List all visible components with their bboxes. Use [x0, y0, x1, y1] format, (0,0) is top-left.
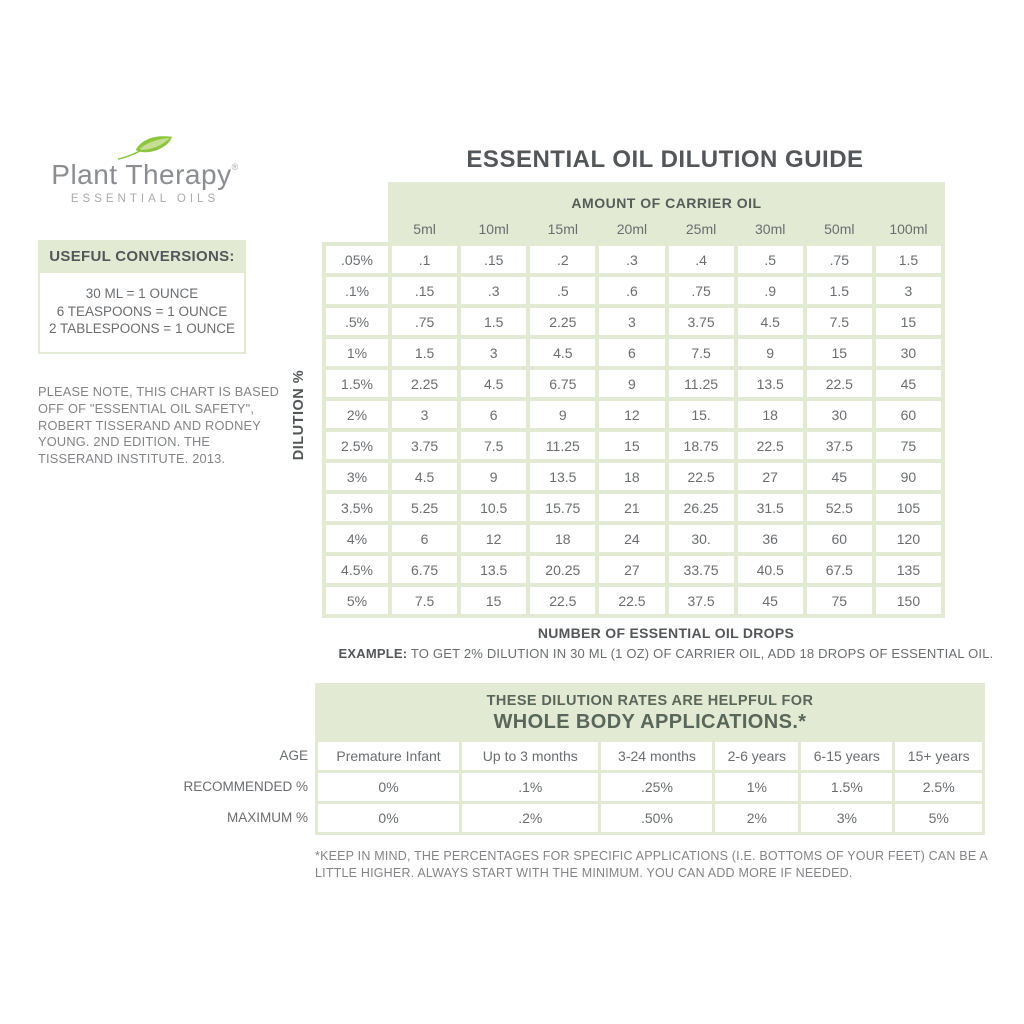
carrier-amount-header: 15ml	[530, 216, 595, 242]
dilution-drops-cell: 37.5	[669, 587, 734, 614]
dilution-drops-cell: 13.5	[530, 463, 595, 490]
dilution-drops-cell: 3	[599, 308, 664, 335]
dilution-drops-cell: 3	[392, 401, 457, 428]
plant-therapy-logo	[50, 134, 240, 205]
dilution-drops-cell: 11.25	[669, 370, 734, 397]
dilution-drops-cell: 4.5	[392, 463, 457, 490]
carrier-amount-header: 100ml	[876, 216, 941, 242]
dilution-drops-cell: 18	[738, 401, 803, 428]
maximum-percent-cell: .2%	[462, 804, 598, 832]
dilution-row-label: 1%	[326, 339, 388, 366]
dilution-drops-cell: 6.75	[392, 556, 457, 583]
dilution-drops-cell: 15	[461, 587, 526, 614]
dilution-row-label: .5%	[326, 308, 388, 335]
dilution-drops-cell: 12	[461, 525, 526, 552]
dilution-drops-cell: 15.75	[530, 494, 595, 521]
dilution-drops-cell: .6	[599, 277, 664, 304]
dilution-drops-cell: 3.75	[392, 432, 457, 459]
body-row-label: AGE	[279, 748, 308, 763]
carrier-amount-header: 5ml	[392, 216, 457, 242]
dilution-row-label: 1.5%	[326, 370, 388, 397]
dilution-drops-cell: .15	[461, 246, 526, 273]
recommended-percent-cell: .1%	[462, 773, 598, 801]
whole-body-table	[315, 683, 985, 835]
conversion-line: 6 TEASPOONS = 1 OUNCE	[56, 303, 228, 319]
dilution-row-label: .1%	[326, 277, 388, 304]
dilution-drops-cell: 30	[807, 401, 872, 428]
age-column-cell: 3-24 months	[601, 742, 712, 770]
dilution-drops-cell: 3.75	[669, 308, 734, 335]
dilution-drops-cell: 6.75	[530, 370, 595, 397]
dilution-drops-cell: 150	[876, 587, 941, 614]
dilution-drops-cell: 22.5	[669, 463, 734, 490]
dilution-drops-cell: 20.25	[530, 556, 595, 583]
conversions-title: USEFUL CONVERSIONS:	[38, 240, 246, 273]
dilution-drops-cell: .5	[738, 246, 803, 273]
dilution-drops-cell: 15	[876, 308, 941, 335]
dilution-drops-cell: 6	[392, 525, 457, 552]
dilution-row-label: 2.5%	[326, 432, 388, 459]
dilution-drops-cell: 120	[876, 525, 941, 552]
leaf-icon	[114, 134, 176, 162]
carrier-oil-group-header: AMOUNT OF CARRIER OIL	[392, 186, 941, 212]
carrier-amount-header: 10ml	[461, 216, 526, 242]
dilution-drops-cell: 22.5	[599, 587, 664, 614]
dilution-drops-cell: 5.25	[392, 494, 457, 521]
dilution-drops-cell: .4	[669, 246, 734, 273]
dilution-table	[322, 182, 945, 618]
brand-text: Plant Therapy	[51, 159, 232, 190]
dilution-drops-cell: 24	[599, 525, 664, 552]
maximum-percent-cell: 2%	[715, 804, 798, 832]
dilution-drops-cell: 33.75	[669, 556, 734, 583]
dilution-drops-cell: .9	[738, 277, 803, 304]
dilution-drops-cell: 1.5	[876, 246, 941, 273]
conversion-line: 2 TABLESPOONS = 1 OUNCE	[49, 321, 235, 336]
carrier-amount-header: 25ml	[669, 216, 734, 242]
dilution-row-label: 3.5%	[326, 494, 388, 521]
dilution-drops-cell: 60	[807, 525, 872, 552]
dilution-drops-cell: 1.5	[392, 339, 457, 366]
dilution-drops-cell: 9	[599, 370, 664, 397]
example-text: TO GET 2% DILUTION IN 30 ML (1 OZ) OF CARRIER OIL, ADD 18 DROPS OF ESSENTIAL OIL.	[410, 646, 994, 661]
dilution-drops-cell: 7.5	[669, 339, 734, 366]
dilution-drops-cell: 7.5	[461, 432, 526, 459]
dilution-drops-cell: 2.25	[530, 308, 595, 335]
dilution-drops-cell: 11.25	[530, 432, 595, 459]
dilution-drops-cell: 13.5	[461, 556, 526, 583]
dilution-drops-cell: 7.5	[392, 587, 457, 614]
table-corner-spacer	[322, 182, 388, 242]
registered-mark: ®	[231, 162, 239, 172]
dilution-drops-cell: 22.5	[530, 587, 595, 614]
dilution-drops-cell: 9	[461, 463, 526, 490]
dilution-drops-cell: 18	[599, 463, 664, 490]
dilution-drops-cell: 21	[599, 494, 664, 521]
dilution-drops-cell: 15	[599, 432, 664, 459]
whole-body-header-line2: WHOLE BODY APPLICATIONS.*	[493, 711, 807, 733]
age-column-cell: 2-6 years	[715, 742, 798, 770]
dilution-row-label: .05%	[326, 246, 388, 273]
recommended-percent-cell: 0%	[318, 773, 459, 801]
dilution-drops-cell: 15.	[669, 401, 734, 428]
dilution-drops-cell: .3	[599, 246, 664, 273]
source-note: PLEASE NOTE, THIS CHART IS BASED OFF OF "ESSENTIAL OIL SAFETY", ROBERT TISSERAND AND RODNEY YOUNG. 2ND EDITION. THE TISSERAND INSTITUTE. 2013.	[38, 384, 280, 467]
dilution-row-label: 3%	[326, 463, 388, 490]
dilution-drops-cell: 15	[807, 339, 872, 366]
age-column-cell: 15+ years	[895, 742, 982, 770]
example-label: EXAMPLE:	[338, 646, 408, 661]
recommended-percent-cell: 1%	[715, 773, 798, 801]
maximum-percent-cell: 3%	[801, 804, 892, 832]
recommended-percent-cell: 2.5%	[895, 773, 982, 801]
dilution-drops-cell: 6	[599, 339, 664, 366]
conversions-body	[38, 273, 246, 354]
carrier-amount-header: 50ml	[807, 216, 872, 242]
dilution-drops-cell: 67.5	[807, 556, 872, 583]
dilution-drops-cell: 105	[876, 494, 941, 521]
dilution-drops-cell: 52.5	[807, 494, 872, 521]
dilution-drops-cell: 30	[876, 339, 941, 366]
dilution-drops-cell: 13.5	[738, 370, 803, 397]
dilution-drops-cell: 60	[876, 401, 941, 428]
dilution-drops-cell: 6	[461, 401, 526, 428]
dilution-drops-cell: 2.25	[392, 370, 457, 397]
dilution-axis-label: DILUTION %	[291, 369, 307, 461]
recommended-percent-cell: 1.5%	[801, 773, 892, 801]
dilution-drops-cell: 22.5	[807, 370, 872, 397]
dilution-drops-cell: 27	[738, 463, 803, 490]
maximum-percent-cell: 0%	[318, 804, 459, 832]
dilution-row-label: 4%	[326, 525, 388, 552]
dilution-drops-cell: 45	[876, 370, 941, 397]
body-row-label: RECOMMENDED %	[183, 779, 308, 794]
dilution-drops-cell: .75	[807, 246, 872, 273]
recommended-percent-cell: .25%	[601, 773, 712, 801]
dilution-drops-cell: 75	[876, 432, 941, 459]
dilution-row-label: 4.5%	[326, 556, 388, 583]
dilution-drops-cell: 4.5	[530, 339, 595, 366]
dilution-drops-cell: 3	[876, 277, 941, 304]
dilution-drops-cell: 4.5	[738, 308, 803, 335]
dilution-drops-cell: 45	[738, 587, 803, 614]
carrier-amount-header: 20ml	[599, 216, 664, 242]
body-row-label: MAXIMUM %	[227, 810, 308, 825]
dilution-drops-cell: 4.5	[461, 370, 526, 397]
dilution-drops-cell: 27	[599, 556, 664, 583]
dilution-drops-cell: 26.25	[669, 494, 734, 521]
dilution-drops-cell: 90	[876, 463, 941, 490]
maximum-percent-cell: .50%	[601, 804, 712, 832]
dilution-drops-cell: 36	[738, 525, 803, 552]
brand-name	[50, 160, 240, 189]
example-line	[320, 646, 1012, 661]
dilution-drops-cell: 18.75	[669, 432, 734, 459]
dilution-drops-cell: 75	[807, 587, 872, 614]
dilution-drops-cell: .75	[392, 308, 457, 335]
whole-body-header	[318, 686, 982, 739]
useful-conversions-box	[38, 240, 246, 354]
age-column-cell: Up to 3 months	[462, 742, 598, 770]
dilution-drops-cell: 22.5	[738, 432, 803, 459]
dilution-drops-cell: 31.5	[738, 494, 803, 521]
dilution-drops-cell: 12	[599, 401, 664, 428]
whole-body-header-line1: THESE DILUTION RATES ARE HELPFUL FOR	[486, 693, 814, 709]
dilution-drops-cell: 30.	[669, 525, 734, 552]
dilution-drops-cell: 45	[807, 463, 872, 490]
dilution-drops-cell: 18	[530, 525, 595, 552]
dilution-drops-cell: 1.5	[807, 277, 872, 304]
dilution-drops-cell: .5	[530, 277, 595, 304]
dilution-drops-cell: 9	[738, 339, 803, 366]
dilution-drops-cell: 37.5	[807, 432, 872, 459]
dilution-row-label: 5%	[326, 587, 388, 614]
age-column-cell: Premature Infant	[318, 742, 459, 770]
dilution-drops-cell: .1	[392, 246, 457, 273]
dilution-drops-cell: .15	[392, 277, 457, 304]
dilution-row-label: 2%	[326, 401, 388, 428]
dilution-drops-cell: .2	[530, 246, 595, 273]
carrier-amount-header: 30ml	[738, 216, 803, 242]
dilution-drops-cell: 10.5	[461, 494, 526, 521]
drops-caption: NUMBER OF ESSENTIAL OIL DROPS	[537, 625, 795, 641]
age-column-cell: 6-15 years	[801, 742, 892, 770]
dilution-drops-cell: 135	[876, 556, 941, 583]
dilution-drops-cell: 3	[461, 339, 526, 366]
page-title: ESSENTIAL OIL DILUTION GUIDE	[466, 146, 864, 173]
maximum-percent-cell: 5%	[895, 804, 982, 832]
conversion-line: 30 ML = 1 OUNCE	[85, 286, 199, 301]
dilution-drops-cell: 40.5	[738, 556, 803, 583]
dilution-drops-cell: 1.5	[461, 308, 526, 335]
footnote: *KEEP IN MIND, THE PERCENTAGES FOR SPECIFIC APPLICATIONS (I.E. BOTTOMS OF YOUR FEET) CAN BE A LITTLE HIGHER. ALWAYS START WITH THE MINIMUM. YOU CAN ADD MORE IF NEEDED.	[315, 849, 988, 880]
brand-tagline: ESSENTIAL OILS	[70, 193, 220, 206]
dilution-drops-cell: 7.5	[807, 308, 872, 335]
dilution-drops-cell: .75	[669, 277, 734, 304]
dilution-drops-cell: .3	[461, 277, 526, 304]
dilution-drops-cell: 9	[530, 401, 595, 428]
